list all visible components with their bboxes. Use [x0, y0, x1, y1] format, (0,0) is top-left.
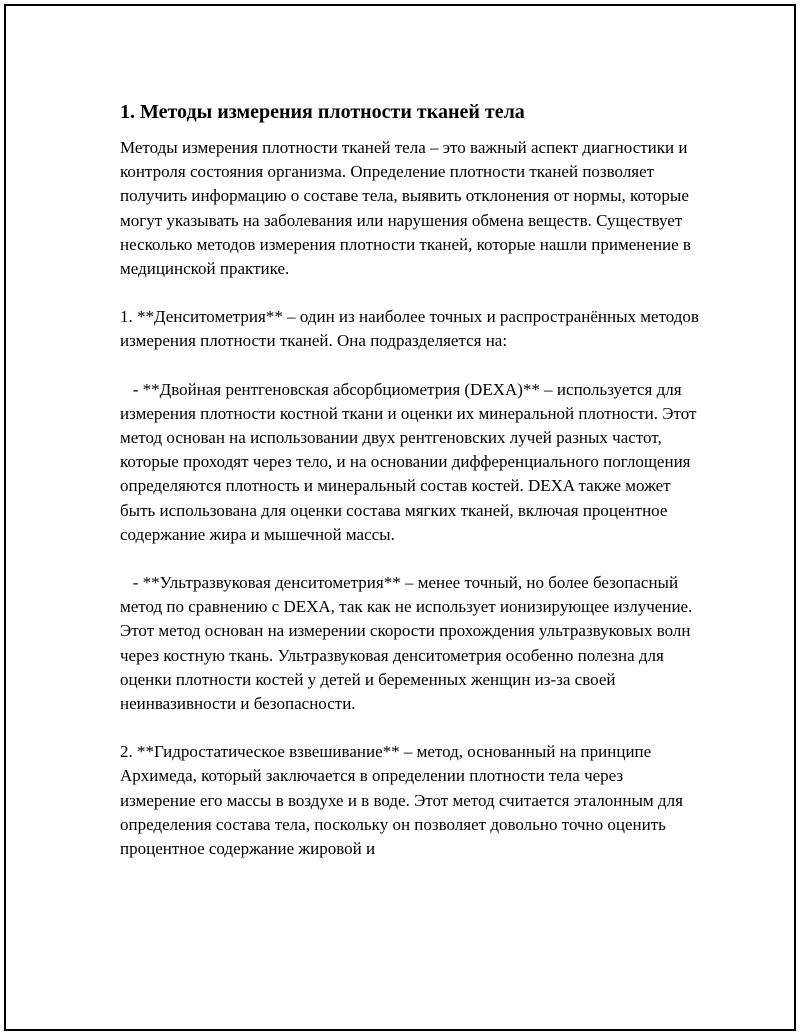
hydrostatic-weighing-paragraph: 2. **Гидростатическое взвешивание** – метод, основанный на принципе Архимеда, который заключается в определении плотности тела через измерение его массы в воздухе и в воде. Этот метод считается эталонным для определения состава тела, поскольку он позволяет довольно точно оценить процентное содержание жировой и	[120, 742, 688, 859]
section-heading: 1. Методы измерения плотности тканей тела	[120, 101, 525, 123]
ultrasound-densitometry-paragraph: - **Ультразвуковая денситометрия** – менее точный, но более безопасный метод по сравнению с DEXA, так как не использует ионизирующее излучение. Этот метод основан на измерении скорости прохождения ультразвуковых волн через костную ткань. Ультразвуковая денситометрия особенно полезна для оценки плотности костей у детей и беременных женщин из-за своей неинвазивности и безопасности.	[120, 573, 697, 714]
densitometry-paragraph: 1. **Денситометрия** – один из наиболее точных и распространённых методов измерения плотности тканей. Она подразделяется на:	[120, 307, 704, 351]
document-page	[4, 4, 796, 1031]
document-content	[120, 98, 704, 885]
intro-paragraph: Методы измерения плотности тканей тела – это важный аспект диагностики и контроля состояния организма. Определение плотности тканей позволяет получить информацию о составе тела, выявить отклонения от нормы, которые могут указывать на заболевания или нарушения обмена веществ. Существует несколько методов измерения плотности тканей, которые нашли применение в медицинской практике.	[120, 138, 696, 279]
dexa-paragraph: - **Двойная рентгеновская абсорбциометрия (DEXA)** – используется для измерения плотности костной ткани и оценки их минеральной плотности. Этот метод основан на использовании двух рентгеновских лучей разных частот, которые проходят через тело, и на основании дифференциального поглощения определяются плотность и минеральный состав костей. DEXA также может быть использована для оценки состава мягких тканей, включая процентное содержание жира и мышечной массы.	[120, 379, 701, 544]
